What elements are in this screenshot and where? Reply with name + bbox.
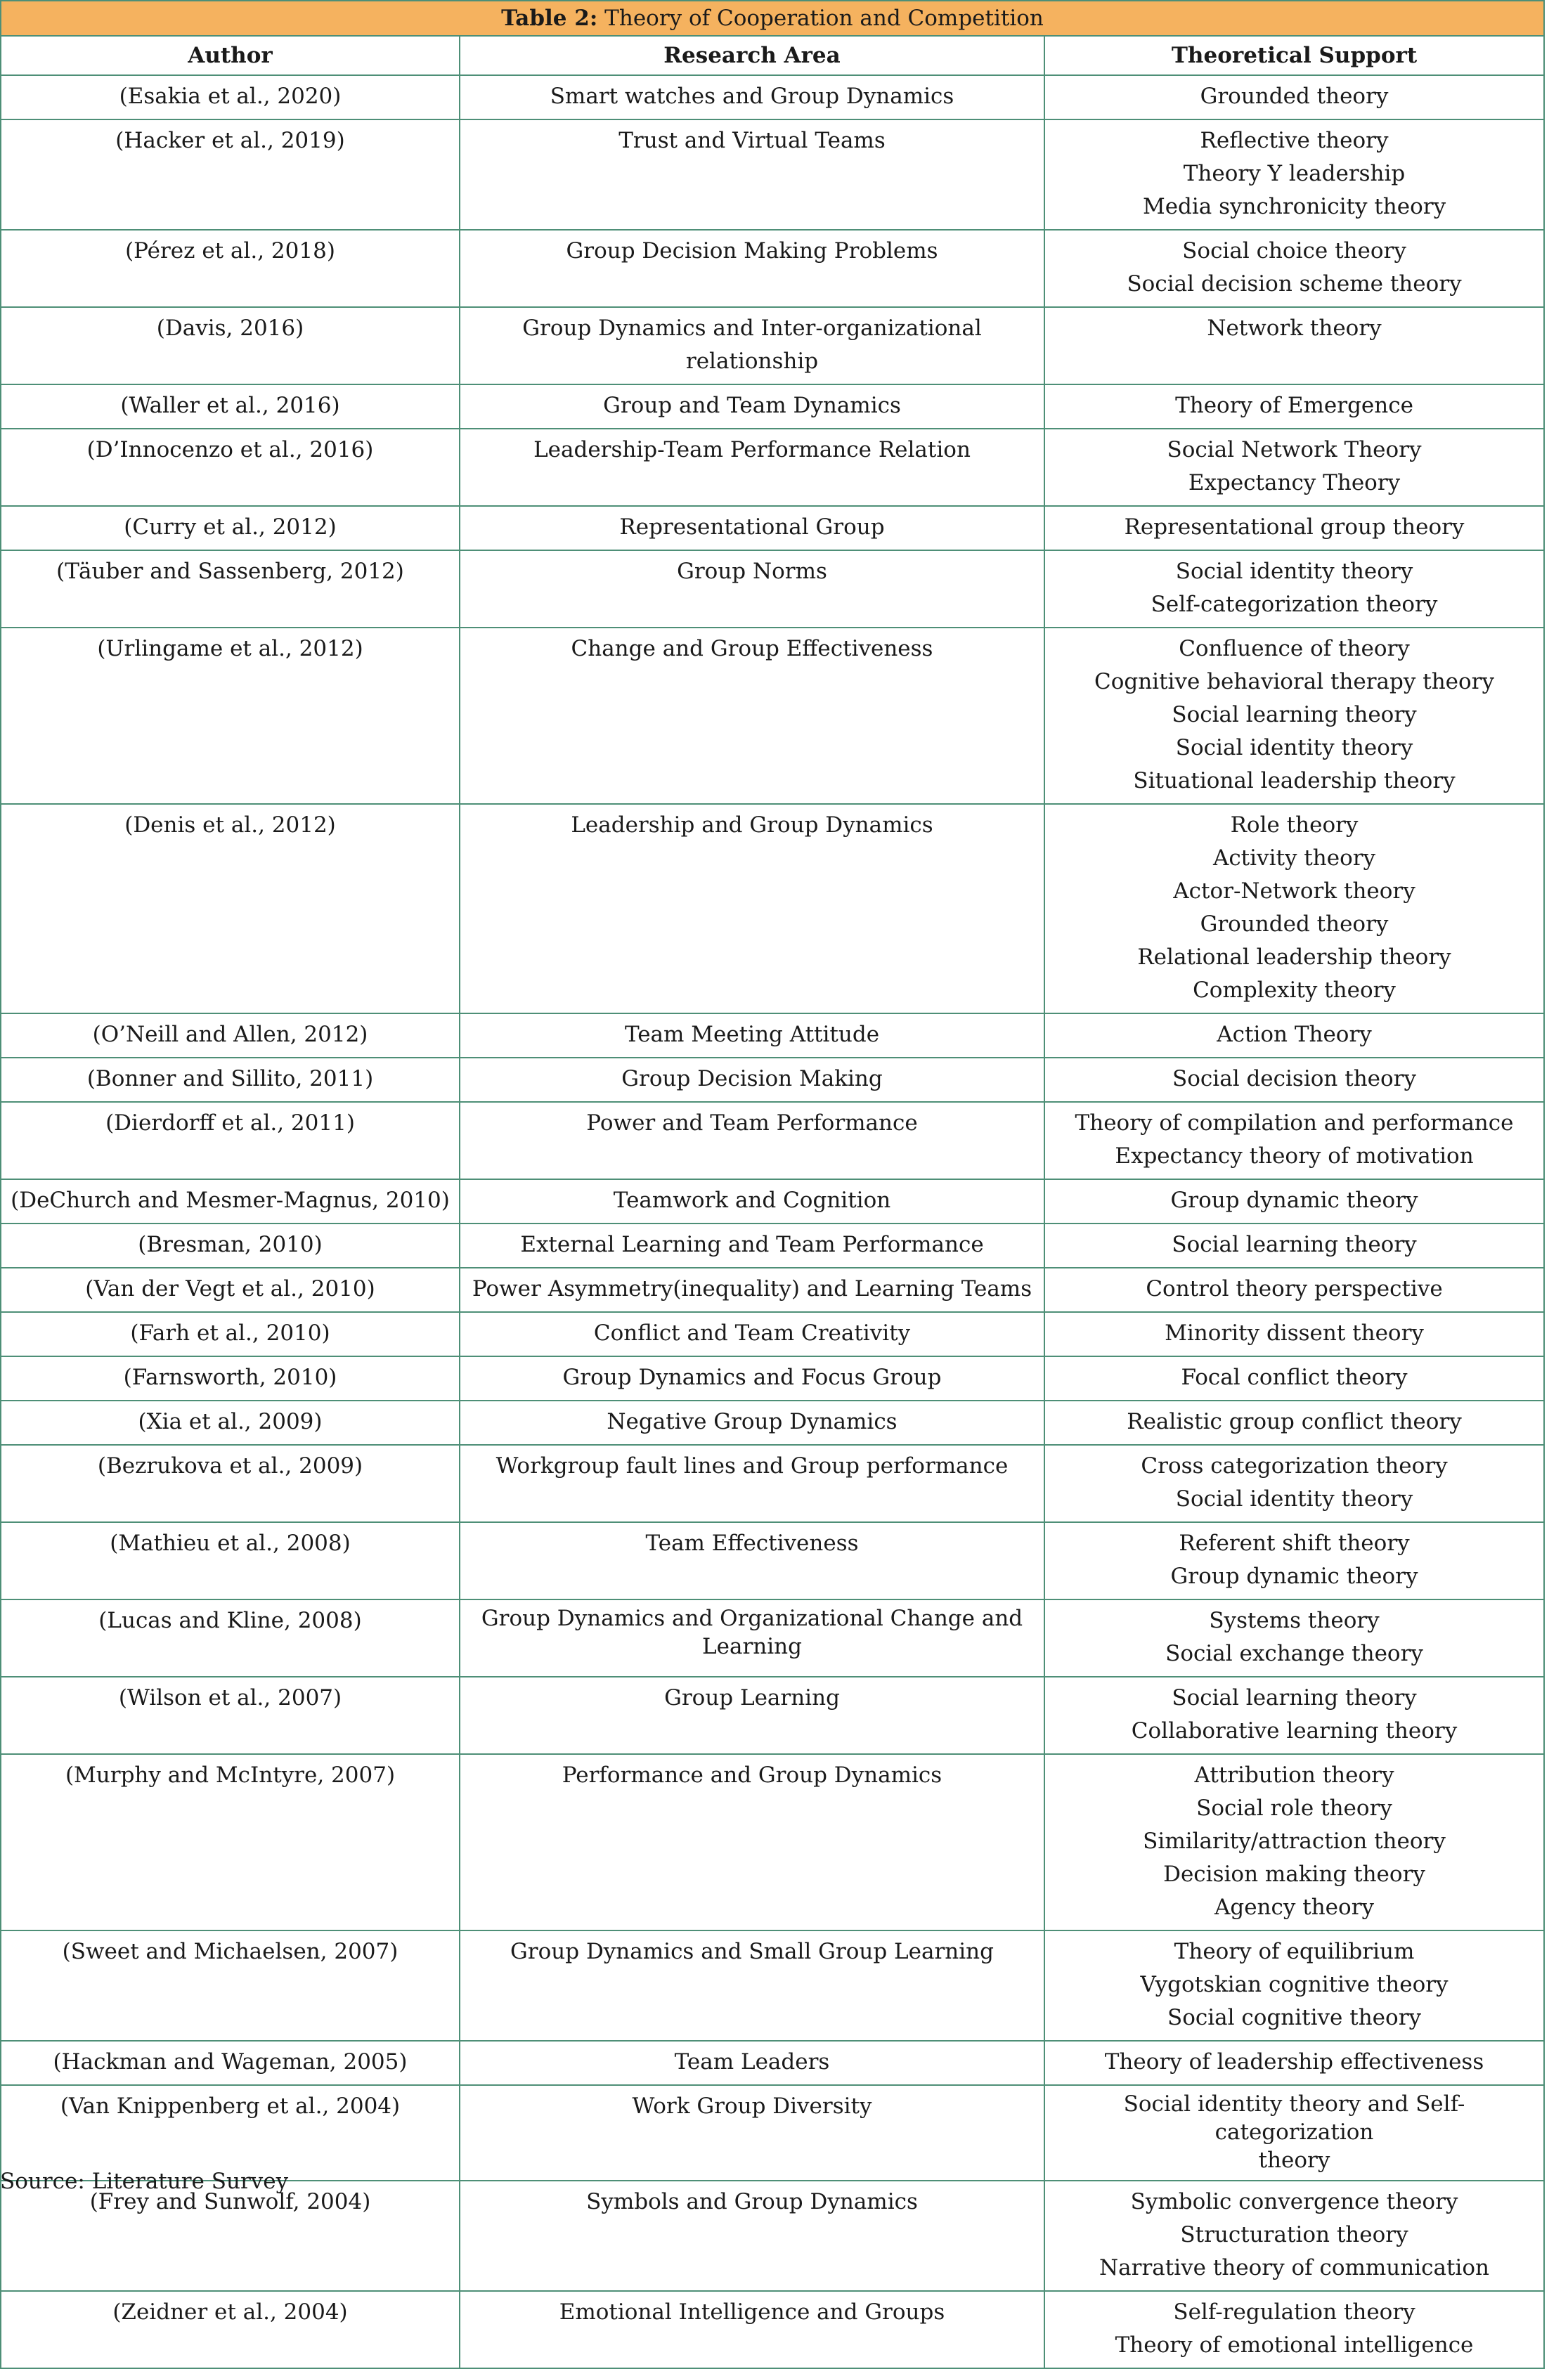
author-cell: (DeChurch and Mesmer-Magnus, 2010) — [1, 1179, 460, 1224]
theory-item: Agency theory — [1214, 1895, 1375, 1920]
theoretical-support-cell — [1044, 1930, 1544, 2041]
theory-item: Attribution theory — [1194, 1763, 1394, 1788]
author-cell: (Xia et al., 2009) — [1, 1401, 460, 1445]
research-area-text: Workgroup fault lines and Group performance — [495, 1453, 1009, 1479]
table-row — [1, 1754, 1544, 1930]
author-cell: (Bezrukova et al., 2009) — [1, 1445, 460, 1522]
theory-item: Social decision scheme theory — [1127, 271, 1462, 297]
author-cell: (Van Knippenberg et al., 2004) — [1, 2085, 460, 2181]
research-area-cell — [460, 1522, 1044, 1599]
research-area-cell — [460, 804, 1044, 1013]
theory-item: Actor-Network theory — [1173, 878, 1415, 904]
theory-item: Social learning theory — [1172, 1685, 1417, 1711]
table-row — [1, 1445, 1544, 1522]
theory-item: Social identity theory — [1175, 1486, 1413, 1512]
author-cell: (Zeidner et al., 2004) — [1, 2291, 460, 2368]
source-note: Source: Literature Survey — [0, 2169, 289, 2194]
theoretical-support-cell — [1044, 1179, 1544, 1224]
research-area-text: Team Meeting Attitude — [624, 1022, 880, 1047]
author-cell: (D’Innocenzo et al., 2016) — [1, 429, 460, 506]
research-area-cell — [460, 2085, 1044, 2181]
research-area-cell — [460, 1599, 1044, 1677]
table-row — [1, 1179, 1544, 1224]
author-cell: (Lucas and Kline, 2008) — [1, 1599, 460, 1677]
theoretical-support-cell — [1044, 307, 1544, 384]
research-area-text: Group Dynamics and Focus Group — [562, 1365, 942, 1390]
theoretical-support-cell — [1044, 1356, 1544, 1401]
research-area-cell — [460, 1677, 1044, 1754]
table-caption — [1, 1, 1544, 36]
research-area-text: Group Dynamics and Small Group Learning — [510, 1939, 994, 1964]
research-area-text: Change and Group Effectiveness — [571, 636, 933, 661]
column-header-research-area: Research Area — [460, 36, 1044, 75]
author-cell: (Murphy and McIntyre, 2007) — [1, 1754, 460, 1930]
table-row — [1, 75, 1544, 119]
table-row — [1, 2181, 1544, 2291]
research-area-text: Leadership-Team Performance Relation — [533, 437, 971, 462]
research-area-cell — [460, 1930, 1044, 2041]
research-area-text: Conflict and Team Creativity — [593, 1320, 911, 1346]
author-cell: (Davis, 2016) — [1, 307, 460, 384]
theory-item: Complexity theory — [1193, 978, 1396, 1003]
theoretical-support-cell — [1044, 2041, 1544, 2085]
author-cell: (Täuber and Sassenberg, 2012) — [1, 550, 460, 628]
theoretical-support-cell — [1044, 506, 1544, 550]
theory-item: Theory of compilation and performance — [1075, 1110, 1514, 1136]
theory-item: Decision making theory — [1163, 1862, 1425, 1887]
theory-item: Social identity theory — [1175, 735, 1413, 760]
theory-item: Activity theory — [1212, 845, 1376, 871]
research-area-cell — [460, 550, 1044, 628]
author-cell: (Waller et al., 2016) — [1, 384, 460, 429]
author-cell: (O’Neill and Allen, 2012) — [1, 1013, 460, 1058]
table-row — [1, 1599, 1544, 1677]
research-area-cell — [460, 2291, 1044, 2368]
author-cell: (Bonner and Sillito, 2011) — [1, 1058, 460, 1102]
theory-item: Collaborative learning theory — [1131, 1718, 1458, 1744]
research-area-text: Work Group Diversity — [632, 2094, 872, 2119]
theory-item: Theory Y leadership — [1183, 161, 1406, 186]
theory-item: Grounded theory — [1200, 84, 1389, 109]
theoretical-support-cell — [1044, 384, 1544, 429]
table-row — [1, 1102, 1544, 1179]
research-area-text: Team Effectiveness — [645, 1531, 859, 1556]
theory-item: Realistic group conflict theory — [1127, 1409, 1462, 1434]
research-area-cell — [460, 1312, 1044, 1356]
theoretical-support-cell — [1044, 550, 1544, 628]
theoretical-support-cell — [1044, 1102, 1544, 1179]
theory-item: Media synchronicity theory — [1142, 194, 1446, 219]
table-row — [1, 429, 1544, 506]
author-cell: (Dierdorff et al., 2011) — [1, 1102, 460, 1179]
table-row — [1, 1268, 1544, 1312]
table-caption-label: Table 2: — [501, 6, 598, 31]
research-area-cell — [460, 628, 1044, 804]
theoretical-support-cell — [1044, 230, 1544, 307]
research-area-text: Group Decision Making Problems — [566, 238, 938, 264]
research-area-text: Group Learning — [664, 1685, 840, 1711]
research-area-cell — [460, 230, 1044, 307]
author-cell: (Wilson et al., 2007) — [1, 1677, 460, 1754]
theory-item: theory — [1258, 2148, 1330, 2173]
research-area-cell — [460, 307, 1044, 384]
table-row — [1, 1401, 1544, 1445]
theoretical-support-cell — [1044, 1401, 1544, 1445]
theory-item: Structuration theory — [1180, 2222, 1408, 2247]
table-row — [1, 230, 1544, 307]
author-cell: (Hacker et al., 2019) — [1, 119, 460, 230]
table-row — [1, 804, 1544, 1013]
research-area-text: Power Asymmetry(inequality) and Learning Teams — [472, 1276, 1032, 1302]
theory-item: Social exchange theory — [1165, 1641, 1423, 1666]
theoretical-support-cell — [1044, 2085, 1544, 2181]
research-area-cell — [460, 1102, 1044, 1179]
research-area-text: Teamwork and Cognition — [613, 1188, 891, 1213]
author-cell: (Farh et al., 2010) — [1, 1312, 460, 1356]
research-area-text: Team Leaders — [674, 2049, 830, 2075]
theory-item: Reflective theory — [1200, 128, 1389, 153]
research-area-cell — [460, 2181, 1044, 2291]
theory-item: Expectancy theory of motivation — [1115, 1143, 1474, 1169]
theory-item: Minority dissent theory — [1165, 1320, 1424, 1346]
theory-item: Social identity theory — [1175, 559, 1413, 584]
research-area-text: Learning — [702, 1634, 802, 1659]
theory-item: Action Theory — [1217, 1022, 1372, 1047]
research-area-text: Emotional Intelligence and Groups — [559, 2299, 945, 2325]
research-area-text: Group and Team Dynamics — [603, 393, 901, 418]
theory-item: Narrative theory of communication — [1099, 2255, 1489, 2280]
theory-item: Group dynamic theory — [1170, 1564, 1418, 1589]
author-cell: (Urlingame et al., 2012) — [1, 628, 460, 804]
theory-item: Systems theory — [1209, 1608, 1380, 1633]
author-cell: (Farnsworth, 2010) — [1, 1356, 460, 1401]
research-area-cell — [460, 1013, 1044, 1058]
author-cell: (Van der Vegt et al., 2010) — [1, 1268, 460, 1312]
theory-item: Theory of leadership effectiveness — [1104, 2049, 1484, 2075]
author-cell: (Hackman and Wageman, 2005) — [1, 2041, 460, 2085]
author-cell: (Pérez et al., 2018) — [1, 230, 460, 307]
theory-item: Theory of equilibrium — [1174, 1939, 1415, 1964]
theoretical-support-cell — [1044, 119, 1544, 230]
research-area-text: External Learning and Team Performance — [520, 1232, 984, 1257]
theory-item: Self-categorization theory — [1151, 592, 1438, 617]
theoretical-support-cell — [1044, 2291, 1544, 2368]
theoretical-support-cell — [1044, 1268, 1544, 1312]
theoretical-support-cell — [1044, 75, 1544, 119]
theory-item: Social Network Theory — [1167, 437, 1422, 462]
table-row — [1, 1677, 1544, 1754]
research-area-text: Group Norms — [677, 559, 827, 584]
table-row — [1, 1058, 1544, 1102]
theoretical-support-cell — [1044, 1677, 1544, 1754]
theory-item: Role theory — [1230, 812, 1359, 838]
theory-item: Social identity theory and Self-categorization — [1123, 2091, 1465, 2145]
theory-item: Grounded theory — [1200, 911, 1389, 937]
theory-item: Cognitive behavioral therapy theory — [1094, 669, 1495, 694]
table-header-row — [1, 36, 1544, 75]
research-area-cell — [460, 384, 1044, 429]
theory-item: Control theory perspective — [1146, 1276, 1443, 1302]
author-cell: (Curry et al., 2012) — [1, 506, 460, 550]
column-header-author: Author — [1, 36, 460, 75]
table-row — [1, 384, 1544, 429]
research-area-cell — [460, 506, 1044, 550]
theory-item: Representational group theory — [1124, 514, 1465, 540]
research-area-text: Representational Group — [619, 514, 885, 540]
research-area-cell — [460, 1356, 1044, 1401]
research-area-text: Negative Group Dynamics — [607, 1409, 898, 1434]
theoretical-support-cell — [1044, 429, 1544, 506]
table-caption-title: Theory of Cooperation and Competition — [604, 6, 1044, 31]
theoretical-support-cell — [1044, 1058, 1544, 1102]
research-area-cell — [460, 2041, 1044, 2085]
theoretical-support-cell — [1044, 1599, 1544, 1677]
theory-item: Symbolic convergence theory — [1130, 2189, 1458, 2214]
research-area-cell — [460, 429, 1044, 506]
research-area-cell — [460, 1224, 1044, 1268]
table-row — [1, 1930, 1544, 2041]
research-area-cell — [460, 1058, 1044, 1102]
theory-item: Theory of Emergence — [1175, 393, 1413, 418]
theory-item: Cross categorization theory — [1141, 1453, 1448, 1479]
author-cell: (Denis et al., 2012) — [1, 804, 460, 1013]
theory-item: Social decision theory — [1172, 1066, 1416, 1091]
research-area-cell — [460, 75, 1044, 119]
research-area-text: Symbols and Group Dynamics — [586, 2189, 918, 2214]
table-row — [1, 1013, 1544, 1058]
research-area-text: Smart watches and Group Dynamics — [550, 84, 954, 109]
research-area-cell — [460, 1754, 1044, 1930]
theoretical-support-cell — [1044, 804, 1544, 1013]
research-area-text: Trust and Virtual Teams — [618, 128, 886, 153]
theory-item: Network theory — [1207, 316, 1382, 341]
research-area-text: Performance and Group Dynamics — [562, 1763, 942, 1788]
table-row — [1, 307, 1544, 384]
table-row — [1, 2291, 1544, 2368]
table-row — [1, 1224, 1544, 1268]
theory-item: Similarity/attraction theory — [1143, 1829, 1446, 1854]
research-area-cell — [460, 1179, 1044, 1224]
theoretical-support-cell — [1044, 2181, 1544, 2291]
theoretical-support-cell — [1044, 1445, 1544, 1522]
theory-item: Group dynamic theory — [1170, 1188, 1418, 1213]
theory-item: Social choice theory — [1182, 238, 1406, 264]
research-area-text: Group Dynamics and Inter-organizational relationship — [522, 316, 982, 374]
table-body — [1, 75, 1544, 2368]
author-cell: (Esakia et al., 2020) — [1, 75, 460, 119]
theoretical-support-cell — [1044, 1224, 1544, 1268]
theoretical-support-cell — [1044, 1312, 1544, 1356]
theory-item: Theory of emotional intelligence — [1115, 2332, 1474, 2358]
table-row — [1, 119, 1544, 230]
research-area-text: Group Dynamics and Organizational Change and — [481, 1606, 1023, 1631]
table-row — [1, 550, 1544, 628]
theory-item: Social learning theory — [1172, 1232, 1417, 1257]
author-cell: (Bresman, 2010) — [1, 1224, 460, 1268]
theory-item: Social cognitive theory — [1167, 2005, 1422, 2030]
table-row — [1, 1312, 1544, 1356]
column-header-theoretical-support: Theoretical Support — [1044, 36, 1544, 75]
theory-item: Focal conflict theory — [1181, 1365, 1408, 1390]
theory-item: Relational leadership theory — [1137, 945, 1451, 970]
theory-item: Social learning theory — [1172, 702, 1417, 727]
research-area-cell — [460, 1445, 1044, 1522]
research-area-cell — [460, 119, 1044, 230]
theory-item: Self-regulation theory — [1173, 2299, 1415, 2325]
theory-item: Vygotskian cognitive theory — [1140, 1972, 1449, 1997]
theoretical-support-cell — [1044, 628, 1544, 804]
research-area-cell — [460, 1268, 1044, 1312]
research-area-cell — [460, 1401, 1044, 1445]
table-row — [1, 1356, 1544, 1401]
theory-item: Referent shift theory — [1179, 1531, 1410, 1556]
author-cell: (Frey and Sunwolf, 2004) — [1, 2181, 460, 2291]
theory-item: Confluence of theory — [1179, 636, 1410, 661]
author-cell: (Mathieu et al., 2008) — [1, 1522, 460, 1599]
table-row — [1, 2085, 1544, 2181]
theory-item: Situational leadership theory — [1133, 768, 1456, 793]
research-area-text: Leadership and Group Dynamics — [571, 812, 933, 838]
table-row — [1, 506, 1544, 550]
theory-item: Social role theory — [1196, 1796, 1392, 1821]
table-row — [1, 628, 1544, 804]
research-area-text: Power and Team Performance — [586, 1110, 918, 1136]
theoretical-support-cell — [1044, 1522, 1544, 1599]
theoretical-support-cell — [1044, 1013, 1544, 1058]
theoretical-support-cell — [1044, 1754, 1544, 1930]
table-caption-row — [1, 1, 1544, 36]
theory-item: Expectancy Theory — [1188, 470, 1401, 495]
author-cell: (Sweet and Michaelsen, 2007) — [1, 1930, 460, 2041]
table-row — [1, 1522, 1544, 1599]
research-area-text: Group Decision Making — [621, 1066, 883, 1091]
table-row — [1, 2041, 1544, 2085]
